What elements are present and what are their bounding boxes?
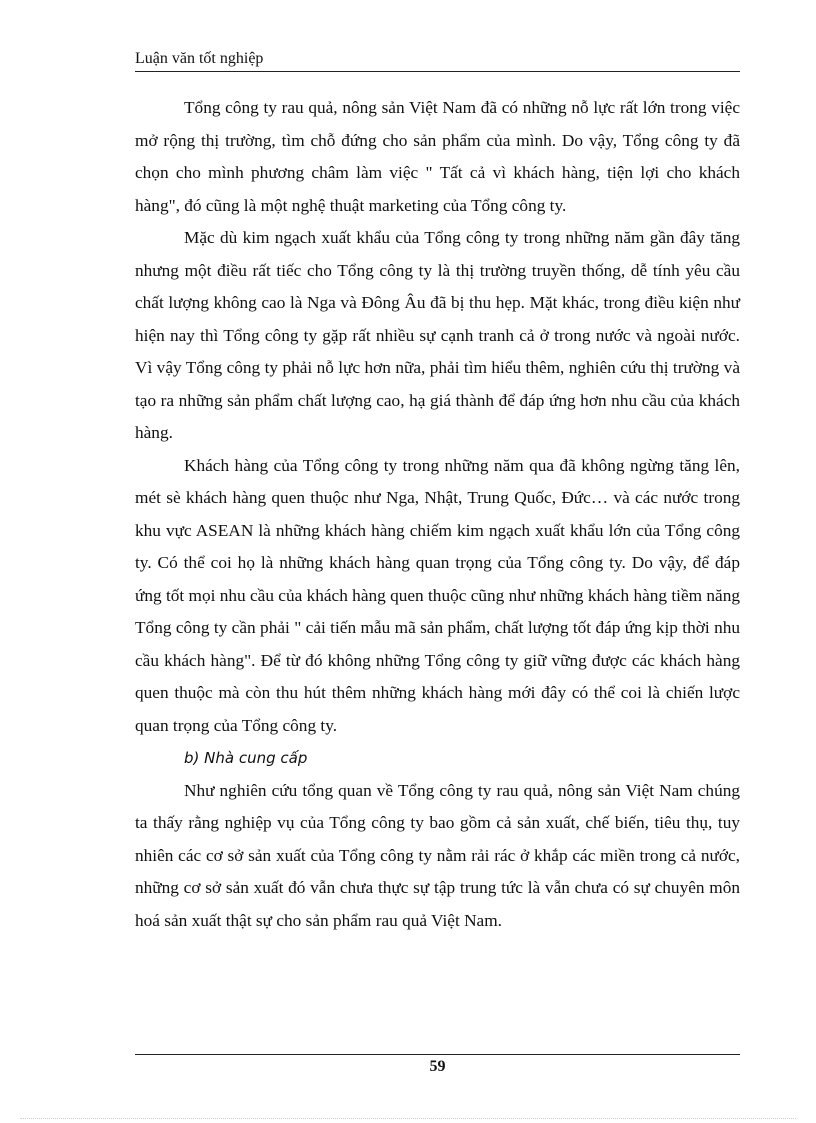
page-bottom-border xyxy=(20,1118,796,1119)
body-text xyxy=(135,92,740,937)
paragraph-2: Mặc dù kim ngạch xuất khẩu của Tổng công ty trong những năm gần đây tăng nhưng một điều rất tiếc cho Tổng công ty là thị trường truyền thống, dễ tính yêu cầu chất lượng không cao là Nga và Đông Âu đã bị thu hẹp. Mặt khác, trong điều kiện như hiện nay thì Tổng công ty gặp rất nhiều sự cạnh tranh cả ở trong nước và ngoài nước. Vì vậy Tổng công ty phải nỗ lực hơn nữa, phải tìm hiểu thêm, nghiên cứu thị trường và tạo ra những sản phẩm chất lượng cao, hạ giá thành để đáp ứng hơn nhu cầu của khách hàng. xyxy=(135,228,740,442)
paragraph-1: Tổng công ty rau quả, nông sản Việt Nam đã có những nỗ lực rất lớn trong việc mở rộng thị trường, tìm chỗ đứng cho sản phẩm của mình. Do vậy, Tổng công ty đã chọn cho mình phương châm làm việc " Tất cả vì khách hàng, tiện lợi cho khách hàng", đó cũng là một nghệ thuật marketing của Tổng công ty. xyxy=(135,98,740,215)
footer-rule xyxy=(135,1054,740,1055)
running-header: Luận văn tốt nghiệp xyxy=(135,50,264,67)
page-number: 59 xyxy=(429,1058,446,1075)
paragraph-4: Như nghiên cứu tổng quan về Tổng công ty rau quả, nông sản Việt Nam chúng ta thấy rằng nghiệp vụ của Tổng công ty bao gồm cả sản xuất, chế biến, tiêu thụ, tuy nhiên các cơ sở sản xuất của Tổng công ty nằm rải rác ở khắp các miền trong cả nước, những cơ sở sản xuất đó vẫn chưa thực sự tập trung tức là vẫn chưa có sự chuyên môn hoá sản xuất thật sự cho sản phẩm rau quả Việt Nam. xyxy=(135,780,740,930)
paragraph-3: Khách hàng của Tổng công ty trong những năm qua đã không ngừng tăng lên, mét sè khách hàng quen thuộc như Nga, Nhật, Trung Quốc, Đức… và các nước trong khu vực ASEAN là những khách hàng chiếm kim ngạch xuất khẩu lớn của Tổng công ty. Có thể coi họ là những khách hàng quan trọng của Tổng công ty. Do vậy, để đáp ứng tốt mọi nhu cầu của khách hàng quen thuộc cũng như những khách hàng tiềm năng Tổng công ty cần phải " cải tiến mẫu mã sản phẩm, chất lượng tốt đáp ứng kịp thời nhu cầu khách hàng". Để từ đó không những Tổng công ty giữ vững được các khách hàng quen thuộc mà còn thu hút thêm những khách hàng mới đây có thể coi là chiến lược quan trọng của Tổng công ty. xyxy=(135,455,740,735)
section-subheading: b) Nhà cung cấp xyxy=(184,749,308,767)
header-rule xyxy=(135,71,740,72)
